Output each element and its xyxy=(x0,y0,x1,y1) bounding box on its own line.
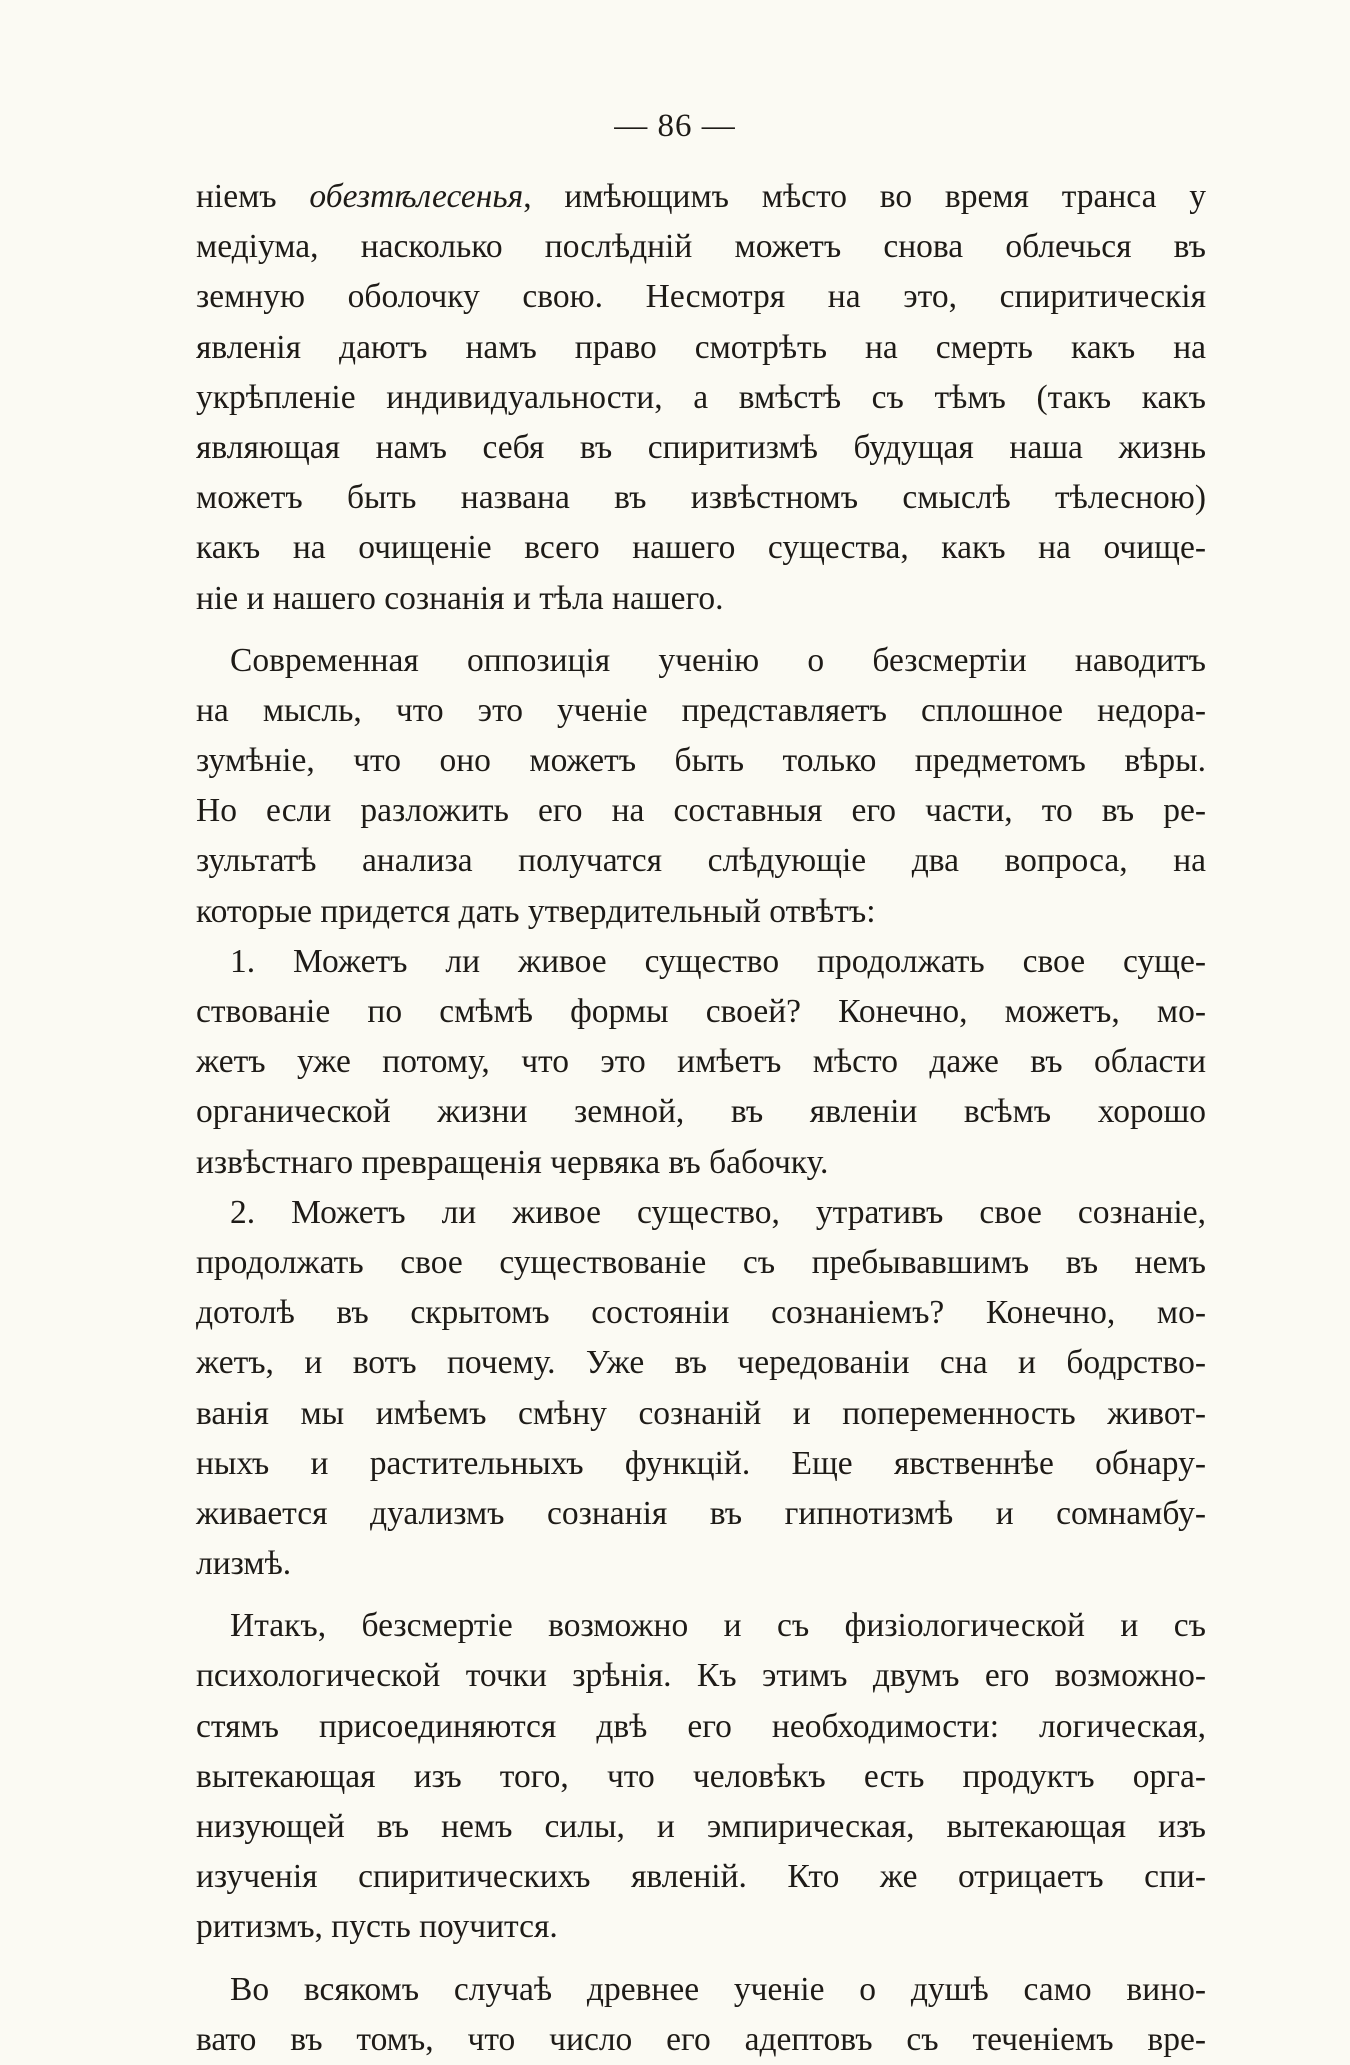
text-line: психологической точки зрѣнiя. Къ этимъ двумъ его возможно- xyxy=(196,1657,1206,1695)
italic-term: обезтѣлесенья xyxy=(309,178,524,215)
text-line: ствованiе по смѣмѣ формы своей? Конечно, можетъ, мо- xyxy=(196,993,1206,1030)
text-line: Современная оппозицiя ученiю о безсмертiи наводитъ xyxy=(230,641,1206,679)
text-line: земную оболочку свою. Несмотря на это, спиритическiя xyxy=(196,278,1206,316)
text-line: Во всякомъ случаѣ древнее ученiе о душѣ само вино- xyxy=(230,1970,1206,2008)
page-number: — 86 — xyxy=(614,108,736,144)
text-line: извѣстнаго превращенiя червяка въ бабочку. xyxy=(196,1143,829,1181)
text-line: вато въ томъ, что число его адептовъ съ теченiемъ вре- xyxy=(196,2020,1206,2058)
text-line: ныхъ и растительныхъ функцiй. Еще явственнѣе обнару- xyxy=(196,1444,1206,1482)
paragraph-4 xyxy=(196,1188,1206,1590)
text-line: какъ на очищенiе всего нашего существа, какъ на очище- xyxy=(196,529,1206,567)
text-line: укрѣпленiе индивидуальности, а вмѣстѣ съ тѣмъ (такъ какъ xyxy=(196,378,1206,416)
paragraph-2 xyxy=(196,636,1206,937)
paragraph-5 xyxy=(196,1601,1206,1952)
text-line: нiемъ обезтѣлесенья, имѣющимъ мѣсто во время транса у xyxy=(196,178,1206,215)
paragraph-1 xyxy=(196,172,1206,624)
text-line: изученiя спиритическихъ явленiй. Кто же отрицаетъ спи- xyxy=(196,1858,1206,1896)
text-line: медiума, насколько послѣднiй можетъ снова облечься въ xyxy=(196,228,1206,266)
text-line: которые придется дать утвердительный отвѣтъ: xyxy=(196,892,876,930)
text-line: дотолѣ въ скрытомъ состоянiи сознанiемъ? Конечно, мо- xyxy=(196,1294,1206,1332)
text-line: жетъ, и вотъ почему. Уже въ чередованiи сна и бодрство- xyxy=(196,1344,1206,1382)
text-line: органической жизни земной, въ явленiи всѣмъ хорошо xyxy=(196,1093,1206,1131)
text-line: зумѣнiе, что оно можетъ быть только предметомъ вѣры. xyxy=(196,742,1206,780)
text-line: жетъ уже потому, что это имѣетъ мѣсто даже въ области xyxy=(196,1043,1206,1081)
text-line: вытекающая изъ того, что человѣкъ есть продуктъ орга- xyxy=(196,1757,1206,1795)
paragraph-3 xyxy=(196,937,1206,1188)
text-line: низующей въ немъ силы, и эмпирическая, вытекающая изъ xyxy=(196,1808,1206,1845)
text-line: ритизмъ, пусть поучится. xyxy=(196,1908,558,1946)
text-line: ванiя мы имѣемъ смѣну сознанiй и попеременность живот- xyxy=(196,1394,1206,1432)
text-line: продолжать свое существованiе съ пребывавшимъ въ немъ xyxy=(196,1243,1206,1281)
text-line: лизмѣ. xyxy=(196,1545,292,1583)
text-line: можетъ быть названа въ извѣстномъ смыслѣ тѣлесною) xyxy=(196,479,1206,517)
text-line: являющая намъ себя въ спиритизмѣ будущая наша жизнь xyxy=(196,428,1206,466)
text-line: нiе и нашего сознанiя и тѣла нашего. xyxy=(196,579,724,617)
text-line: 2. Можетъ ли живое существо, утративъ свое сознанiе, xyxy=(230,1193,1206,1231)
text-line: живается дуализмъ сознанiя въ гипнотизмѣ и сомнамбу- xyxy=(196,1494,1206,1532)
text-line: Но если разложить его на составныя его части, то въ ре- xyxy=(196,792,1206,830)
text-line: на мысль, что это ученiе представляетъ сплошное недора- xyxy=(196,691,1206,729)
text-line: зультатѣ анализа получатся слѣдующiе два вопроса, на xyxy=(196,842,1206,880)
text-line: Итакъ, безсмертiе возможно и съ физiологической и съ xyxy=(230,1607,1206,1645)
text-line: 1. Можетъ ли живое существо продолжать свое суще- xyxy=(230,942,1206,980)
body-text xyxy=(196,172,1206,2065)
text-line: стямъ присоединяются двѣ его необходимости: логическая, xyxy=(196,1707,1206,1745)
text-line: явленiя даютъ намъ право смотрѣть на смерть какъ на xyxy=(196,328,1206,366)
